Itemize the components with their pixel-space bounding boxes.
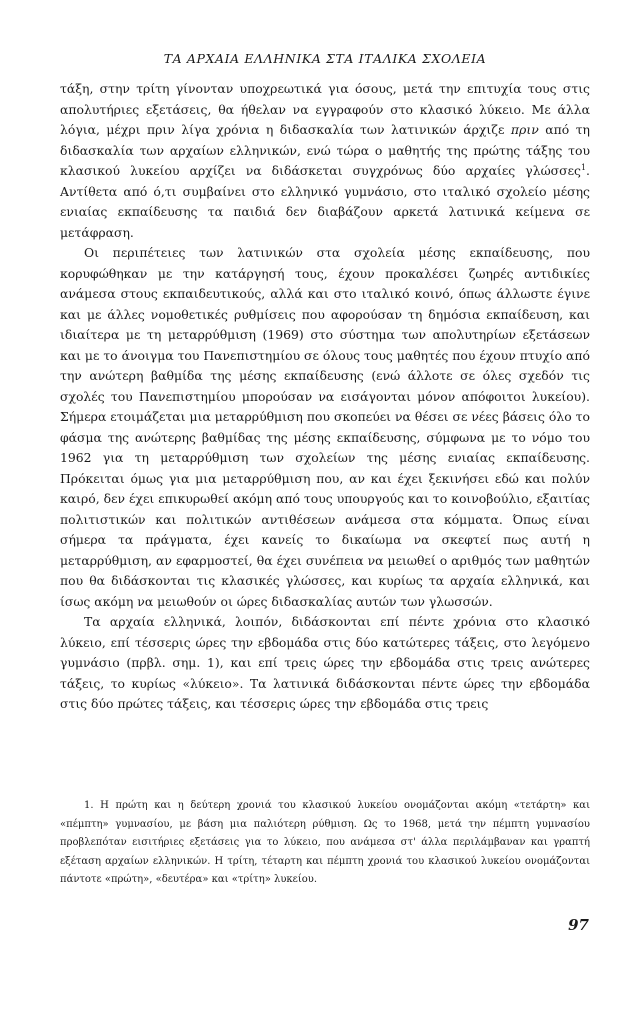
body-text bbox=[60, 79, 590, 715]
paragraph-text: . Αντίθετα από ό,τι συμβαίνει στο ελληνικό γυμνάσιο, στο ιταλικό σχολείο μέσης ενιαίας εκπαίδευσης τα παιδιά δεν διαβάζουν αρκετά λατινικά κείμενα σε μετάφραση. bbox=[60, 163, 590, 240]
footnote: 1. Η πρώτη και η δεύτερη χρονιά του κλασικού λυκείου ονομάζονται ακόμη «τετάρτη» και «πέμπτη» γυμνασίου, με βάση μια παλιότερη ρύθμιση. Ως το 1968, μετά την πέμπτη γυμνασίου προβλεπόταν εισιτήριες εξετάσεις για το λύκειο, που ανάμεσα στ' άλλα περιλάμβαναν και γραπτή εξέταση αρχαίων ελληνικών. Η τρίτη, τέταρτη και πέμπτη χρονιά του κλασικού λυκείου ονομάζονται πάντοτε «πρώτη», «δευτέρα» και «τρίτη» λυκείου. bbox=[60, 800, 590, 886]
footnotes bbox=[60, 797, 590, 890]
emphasis-text: πριν bbox=[510, 122, 539, 137]
paragraph-text: τάξη, στην τρίτη γίνονταν υποχρεωτικά για όσους, μετά την επιτυχία τους στις απολυτήριες εξετάσεις, θα ήθελαν να εγγραφούν στο κλασικό λύκειο. Με άλλα λόγια, μέχρι πριν λίγα χρόνια η διδασκαλία των λατινικών άρχιζε bbox=[60, 81, 590, 137]
footnote-reference[interactable]: 1 bbox=[580, 162, 587, 172]
running-head: ΤΑ ΑΡΧΑΙΑ ΕΛΛΗΝΙΚΑ ΣΤΑ ΙΤΑΛΙΚΑ ΣΧΟΛΕΙΑ bbox=[163, 51, 487, 66]
paragraph: Τα αρχαία ελληνικά, λοιπόν, διδάσκονται επί πέντε χρόνια στο κλασικό λύκειο, επί τέσσερις ώρες την εβδομάδα στις δύο κατώτερες τάξεις, στο λεγόμενο γυμνάσιο (πρβλ. σημ. 1), και επί τρεις ώρες την εβδομάδα στις τρεις ανώτερες τάξεις, το κυρίως «λύκειο». Τα λατινικά διδάσκονται πέντε ώρες την εβδομάδα στις δύο πρώτες τάξεις, και τέσσερις ώρες την εβδομάδα στις τρεις bbox=[60, 614, 590, 711]
paragraph bbox=[60, 79, 590, 243]
page-number: 97 bbox=[568, 916, 589, 934]
paragraph-text: από τη διδασκαλία των αρχαίων ελληνικών, ενώ τώρα ο μαθητής της πρώτης τάξης του κλασικού λυκείου αρχίζει να διδάσκεται συγχρόνως δύο αρχαίες γλώσσες bbox=[60, 122, 590, 178]
paragraph: Οι περιπέτειες των λατινικών στα σχολεία μέσης εκπαίδευσης, που κορυφώθηκαν με την κατάργησή τους, έχουν προκαλέσει ζωηρές αντιδικίες ανάμεσα στους εκπαιδευτικούς, αλλά και στο ιταλικό κοινό, όπως άλλωστε έγινε και με άλλες νομοθετικές ρυθμίσεις που αφορούσαν τη δημόσια εκπαίδευση, και ιδιαίτερα με τη μεταρρύθμιση (1969) στο σύστημα των απολυτηρίων εξετάσεων και με το άνοιγμα του Πανεπιστημίου σε όλους τους μαθητές που έχουν πτυχίο από την ανώτερη βαθμίδα της μέσης εκπαίδευσης (ενώ άλλοτε σε όλες σχεδόν τις σχολές του Πανεπιστημίου μπορούσαν να εισάγονται μόνον απόφοιτοι λυκείου). Σήμερα ετοιμάζεται μια μεταρρύθμιση που σκοπεύει να θέσει σε νέες βάσεις όλο το φάσμα της ανώτερης βαθμίδας της μέσης εκπαίδευσης, σύμφωνα με το νόμο του 1962 για τη μεταρρύθμιση των σχολείων της μέσης ενιαίας εκπαίδευσης. Πρόκειται όμως για μια μεταρρύθμιση που, αν και έχει ξεκινήσει εδώ και πολύν καιρό, δεν έχει επικυρωθεί ακόμη από τους υπουργούς και το κοινοβούλιο, εξαιτίας πολιτιστικών και πολιτικών αντιθέσεων ανάμεσα στα κόμματα. Όπως είναι σήμερα τα πράγματα, έχει κανείς το δικαίωμα να σκεφτεί πως αυτή η μεταρρύθμιση, αν εφαρμοστεί, θα έχει συνέπεια να μειωθεί ο αριθμός των μαθητών που θα διδάσκονται τις κλασικές γλώσσες, και κυρίως τα αρχαία ελληνικά, και ίσως ακόμη να μειωθούν οι ώρες διδασκαλίας αυτών των γλωσσών. bbox=[60, 245, 590, 609]
